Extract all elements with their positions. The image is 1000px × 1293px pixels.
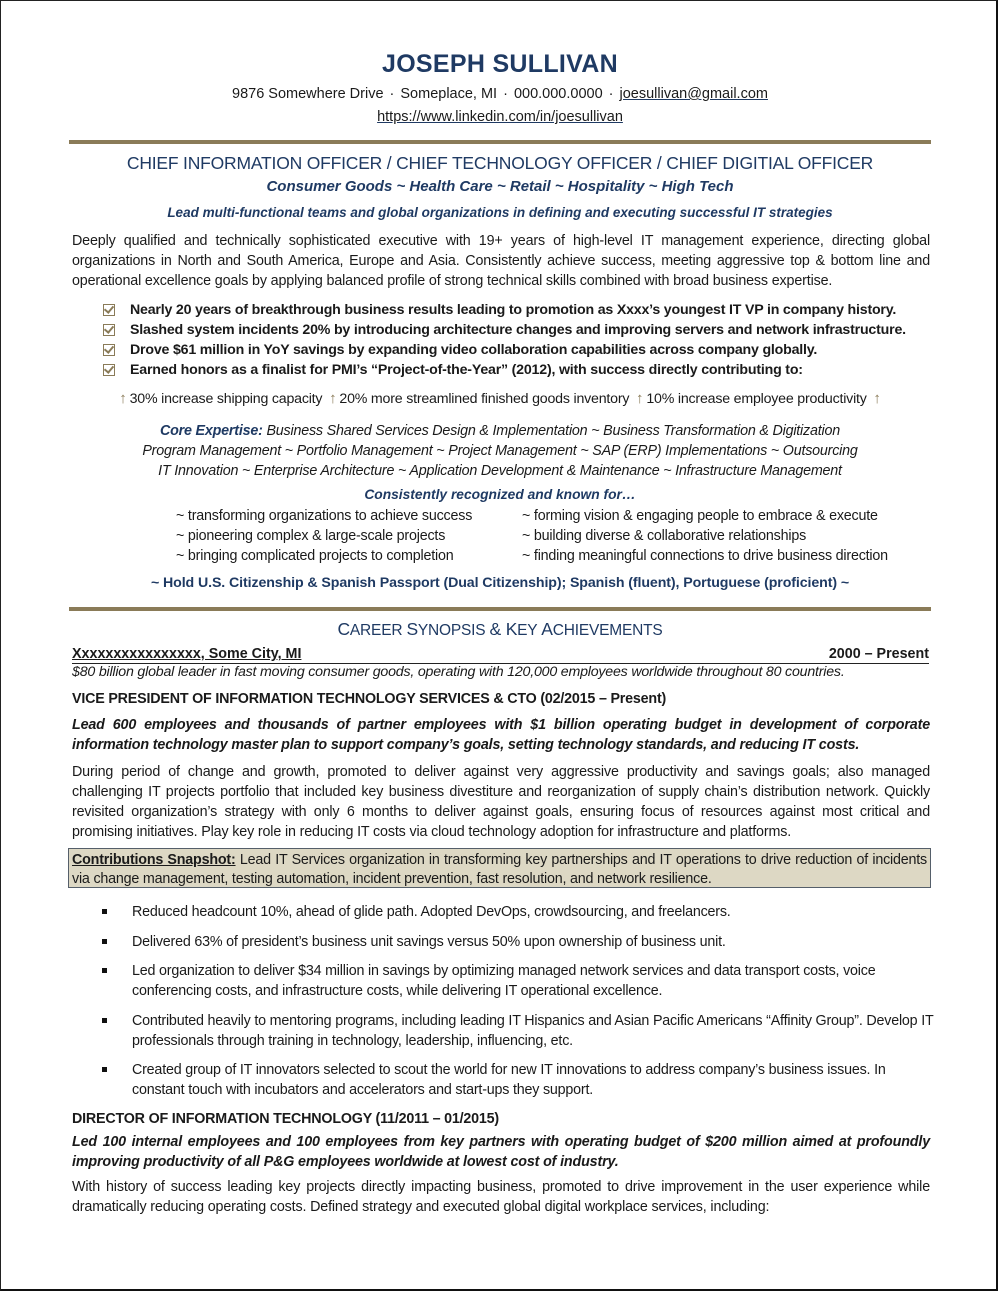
known-for-title: Consistently recognized and known for… (364, 487, 636, 502)
title-char: A (541, 619, 553, 639)
contact-line (0, 86, 1000, 102)
highlights-list (103, 300, 943, 380)
core-expertise (0, 421, 1000, 481)
metric: 30% increase shipping capacity (129, 391, 323, 407)
highlight-item (103, 340, 943, 360)
role-title: DIRECTOR OF INFORMATION TECHNOLOGY (11/2011 – 01/2015) (72, 1111, 499, 1127)
known-for-item: ~ forming vision & engaging people to embrace & execute (522, 508, 878, 524)
city: Someplace, MI (400, 86, 498, 102)
bullet-square-icon (102, 1018, 107, 1023)
role-summary: Lead 600 employees and thousands of partner employees with $1 billion operating budget in development of corporate information technology master plan to support company’s goals, setting technology standards, and reducing IT costs. (72, 717, 930, 753)
section-title-career (0, 619, 1000, 640)
core-expertise-label: Core Expertise: (159, 423, 263, 439)
employer-dates: 2000 – Present (828, 646, 929, 662)
bullet-square-icon (102, 909, 107, 914)
arrow-up-icon: ↑ (119, 390, 127, 407)
achievement-item (100, 961, 935, 1001)
bullet-square-icon (102, 1067, 107, 1072)
known-for-item: ~ building diverse & collaborative relationships (522, 528, 807, 544)
core-expertise-line: IT Innovation ~ Enterprise Architecture ~ Application Development & Maintenance ~ Infrastructure Management (158, 463, 842, 479)
role-title: VICE PRESIDENT OF INFORMATION TECHNOLOGY SERVICES & CTO (02/2015 – Present) (72, 691, 667, 707)
achievement-item (100, 1011, 935, 1051)
achievement-list (100, 902, 935, 1110)
separator: · (503, 86, 508, 102)
address: 9876 Somewhere Drive (232, 86, 384, 102)
highlight-item (103, 300, 943, 320)
title-char: K (505, 619, 518, 639)
bullet-square-icon (102, 968, 107, 973)
highlight-item (103, 320, 943, 340)
separator: · (389, 86, 395, 102)
contributions-snapshot (68, 848, 931, 888)
email-link[interactable]: joesullivan@gmail.com (619, 86, 768, 102)
known-for-item: ~ finding meaningful connections to drive business direction (522, 548, 888, 564)
achievement-item (100, 1060, 935, 1100)
arrow-up-icon: ↑ (329, 390, 337, 407)
metric: 20% more streamlined finished goods inventory (339, 391, 630, 407)
known-for-item: ~ transforming organizations to achieve success (176, 508, 473, 524)
achievement-text: Led organization to deliver $34 million in savings by optimizing managed network services and data transport costs, voice conferencing costs, and infrastructure costs, while delivering IT operational excellence. (132, 963, 876, 999)
target-titles: CHIEF INFORMATION OFFICER / CHIEF TECHNOLOGY OFFICER / CHIEF DIGITIAL OFFICER (126, 153, 874, 173)
achievement-text: Contributed heavily to mentoring programs, including leading IT Hispanics and Asian Pacific Americans “Affinity Group”. Develop IT professionals through training in technology, leadership, influencing, etc. (132, 1012, 934, 1049)
industries: Consumer Goods ~ Health Care ~ Retail ~ Hospitality ~ High Tech (266, 178, 734, 195)
arrow-up-icon: ↑ (636, 390, 644, 407)
title-part: EY (517, 622, 542, 639)
known-for-item: ~ pioneering complex & large-scale projects (176, 528, 446, 544)
snapshot-text: Lead IT Services organization in transforming key partnerships and IT operations to drive reduction of incidents via change management, testing automation, incident prevention, fast resolution, and network resilience. (72, 852, 927, 887)
checkbox-checked-icon (103, 304, 115, 316)
achievement-text: Delivered 63% of president’s business unit savings versus 50% upon ownership of business unit. (132, 933, 726, 950)
title-char: C (337, 619, 350, 639)
highlight-text: Nearly 20 years of breakthrough business results leading to promotion as Xxxx’s youngest IT VP in company history. (130, 302, 897, 318)
achievement-text: Reduced headcount 10%, ahead of glide path. Adopted DevOps, crowdsourcing, and freelancers. (132, 904, 731, 920)
highlight-text: Drove $61 million in YoY savings by expanding video collaboration capabilities across company globally. (130, 342, 818, 358)
linkedin-link[interactable]: https://www.linkedin.com/in/joesullivan (377, 109, 623, 125)
tagline: Lead multi-functional teams and global organizations in defining and executing successful IT strategies (167, 205, 833, 220)
achievement-text: Created group of IT innovators selected to scout the world for new IT innovations to address company’s business issues. In constant touch with incubators and accelerators and start-ups they support. (132, 1062, 886, 1098)
employer-name: Xxxxxxxxxxxxxxxx, Some City, MI (72, 646, 302, 662)
core-expertise-line: Program Management ~ Portfolio Management ~ Project Management ~ SAP (ERP) Implementations ~ Outsourcing (142, 443, 858, 459)
arrow-up-icon: ↑ (873, 390, 881, 407)
checkbox-checked-icon (103, 324, 115, 336)
checkbox-checked-icon (103, 364, 115, 376)
title-part: CHIEVEMENTS (552, 622, 663, 639)
employer-header (72, 645, 929, 664)
header-divider (69, 140, 931, 144)
highlight-item (103, 360, 943, 380)
achievement-item (100, 932, 935, 952)
role-summary: Led 100 internal employees and 100 employees from key partners with operating budget of $200 million aimed at profoundly improving productivity of all P&G employees worldwide at lowest cost of industry. (72, 1134, 930, 1170)
known-for-grid (176, 506, 936, 566)
section-divider (69, 607, 931, 611)
phone: 000.000.0000 (513, 86, 603, 102)
bullet-square-icon (102, 939, 107, 944)
employer-description: $80 billion global leader in fast moving consumer goods, operating with 120,000 employees worldwide throughout 80 countries. (72, 664, 845, 680)
role-description: During period of change and growth, promoted to deliver against very aggressive productivity and savings goals; also managed challenging IT projects portfolio that included key business divestiture and reorganization of supply chain’s distribution network. Quickly revisited organization’s strategy with only 6 months to deliver against goals, ensuring focus of resources against most critical and promising initiatives. Play key role in reducing IT costs via cloud technology adoption for infrastructure and platforms. (72, 764, 930, 840)
profile-summary: Deeply qualified and technically sophisticated executive with 19+ years of high-level IT management experience, directing global organizations in North and South America, Europe and Asia. Consistently achieve success, meeting aggressive top & bottom line and operational excellence goals by applying balanced profile of strong technical skills combined with broad business expertise. (72, 233, 930, 289)
title-char: & (489, 619, 506, 639)
snapshot-label: Contributions Snapshot: (72, 852, 236, 868)
checkbox-checked-icon (103, 344, 115, 356)
linkedin-line (0, 109, 1000, 125)
metric: 10% increase employee productivity (646, 391, 867, 407)
title-char: S (406, 619, 418, 639)
highlight-text: Slashed system incidents 20% by introducing architecture changes and improving servers and network infrastructure. (130, 322, 906, 338)
separator: · (608, 86, 614, 102)
known-for-item: ~ bringing complicated projects to completion (176, 548, 454, 564)
metrics-line (0, 390, 1000, 407)
citizenship-languages: ~ Hold U.S. Citizenship & Spanish Passport (Dual Citizenship); Spanish (fluent), Portuguese (proficient) ~ (150, 575, 850, 591)
candidate-name: JOSEPH SULLIVAN (381, 50, 619, 78)
role-description: With history of success leading key projects directly impacting business, promoted to drive improvement in the user experience while dramatically reducing operating costs. Defined strategy and executed global digital workplace services, including: (72, 1179, 930, 1215)
highlight-text: Earned honors as a finalist for PMI’s “Project-of-the-Year” (2012), with success directly contributing to: (130, 362, 803, 378)
core-expertise-line: Business Shared Services Design & Implementation ~ Business Transformation & Digitization (262, 423, 840, 439)
title-part: YNOPSIS (417, 622, 490, 639)
achievement-item (100, 902, 935, 922)
title-part: AREER (349, 622, 407, 639)
